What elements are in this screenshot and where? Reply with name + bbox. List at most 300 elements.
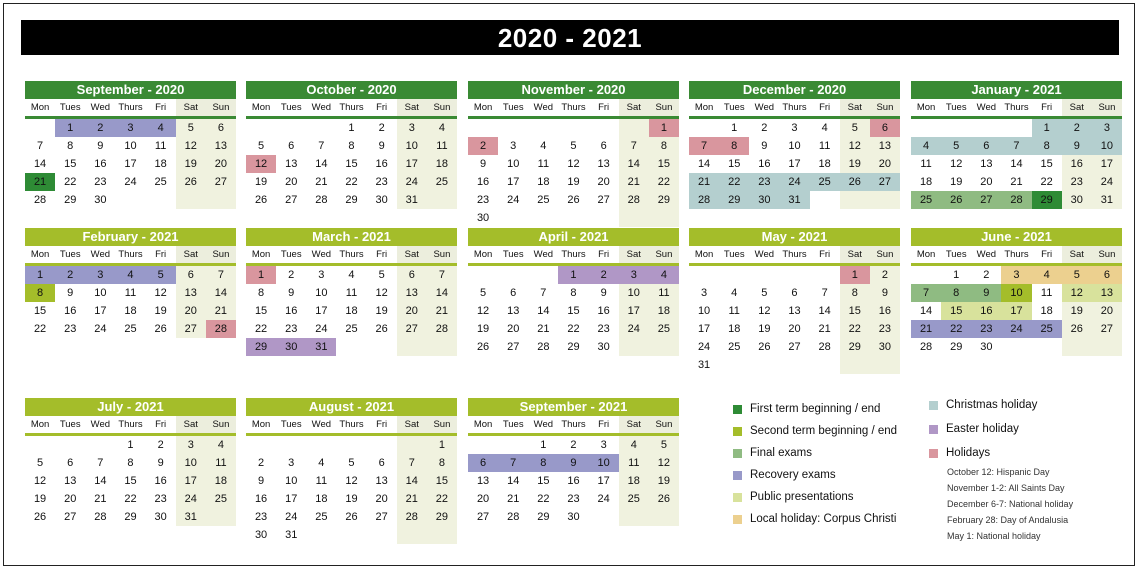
empty-cell: [1092, 338, 1122, 356]
weekday-label: Sun: [1092, 99, 1122, 116]
day-cell: 19: [345, 493, 358, 505]
day-cell: 11: [728, 305, 740, 317]
legend-swatch: [733, 493, 742, 502]
day-cell: 26: [941, 191, 971, 209]
day-cell: 12: [1062, 284, 1092, 302]
legend-item-local: [733, 508, 897, 530]
empty-cell: [115, 191, 145, 209]
day-cell: 20: [206, 155, 236, 173]
day-cell: 27: [788, 341, 801, 353]
day-cell: 26: [254, 194, 268, 206]
weekday-header: [689, 99, 900, 116]
day-cell: 9: [157, 457, 164, 469]
day-cell: 19: [33, 493, 47, 505]
weekday-label: Mon: [473, 419, 493, 430]
day-cell: 16: [254, 493, 268, 505]
weekday-label: Sun: [649, 99, 679, 116]
day-cell: 14: [919, 305, 933, 317]
day-cell: 7: [911, 284, 941, 302]
day-cell: 12: [176, 137, 206, 155]
day-cell: 9: [67, 287, 74, 299]
empty-cell: [367, 436, 397, 454]
day-cell: 16: [870, 302, 900, 320]
day-cell: 27: [285, 194, 298, 206]
day-cell: 28: [206, 320, 236, 338]
day-cell: 8: [941, 284, 971, 302]
weekday-label: Sun: [206, 416, 236, 433]
day-cell: 31: [176, 508, 206, 526]
weekday-header: [246, 246, 457, 263]
day-cell: 11: [920, 158, 932, 170]
empty-cell: [1032, 338, 1062, 356]
day-cell: 22: [719, 173, 749, 191]
day-cell: 20: [980, 176, 993, 188]
empty-cell: [749, 356, 779, 374]
day-cell: 20: [870, 155, 900, 173]
day-cell: 4: [318, 457, 325, 469]
day-cell: 2: [378, 122, 385, 134]
weekday-label: Wed: [976, 249, 997, 260]
day-cell: 28: [919, 341, 933, 353]
legend-item-term1: [733, 398, 897, 420]
empty-cell: [810, 191, 840, 209]
day-cell: 21: [619, 173, 649, 191]
empty-cell: [558, 119, 588, 137]
day-cell: 23: [749, 173, 779, 191]
day-grid: [25, 119, 236, 209]
weekday-label: Tues: [280, 419, 302, 430]
legend-swatch: [929, 425, 938, 434]
day-cell: 5: [840, 119, 870, 137]
day-cell: 24: [1092, 173, 1122, 191]
day-cell: 10: [94, 287, 107, 299]
day-cell: 22: [941, 320, 971, 338]
weekday-header: [689, 246, 900, 263]
weekday-header: [25, 246, 236, 263]
empty-cell: [367, 526, 397, 544]
weekday-label: Tues: [945, 249, 967, 260]
day-cell: 12: [567, 158, 580, 170]
empty-cell: [558, 209, 588, 227]
day-cell: 13: [64, 475, 77, 487]
day-cell: 13: [476, 475, 490, 487]
day-cell: 2: [288, 269, 295, 281]
empty-cell: [1062, 338, 1092, 356]
weekday-label: Tues: [280, 102, 302, 113]
day-cell: 23: [1062, 173, 1092, 191]
note-item: February 28: Day of Andalusia: [947, 515, 1069, 525]
empty-cell: [468, 436, 498, 454]
weekday-label: Fri: [155, 419, 167, 430]
day-cell: 4: [115, 266, 145, 284]
day-cell: 14: [315, 158, 328, 170]
legend-item-final: [733, 442, 897, 464]
day-cell: 3: [85, 266, 115, 284]
day-cell: 11: [154, 140, 167, 152]
day-cell: 3: [701, 287, 708, 299]
day-cell: 26: [345, 511, 358, 523]
day-cell: 31: [779, 191, 809, 209]
day-cell: 20: [375, 493, 388, 505]
day-cell: 1: [348, 122, 355, 134]
day-cell: 4: [731, 287, 738, 299]
day-cell: 4: [1032, 266, 1062, 284]
day-cell: 9: [378, 140, 385, 152]
day-cell: 14: [206, 284, 236, 302]
empty-cell: [870, 191, 900, 209]
day-cell: 28: [507, 511, 520, 523]
day-cell: 25: [154, 176, 167, 188]
day-cell: 17: [1092, 155, 1122, 173]
day-cell: 6: [397, 266, 427, 284]
empty-cell: [810, 266, 840, 284]
day-cell: 30: [154, 511, 167, 523]
weekday-label: Mon: [694, 102, 714, 113]
day-cell: 5: [348, 457, 355, 469]
day-cell: 6: [176, 266, 206, 284]
day-cell: 24: [697, 341, 711, 353]
empty-cell: [427, 526, 457, 544]
day-cell: 28: [619, 191, 649, 209]
day-cell: 1: [246, 266, 276, 284]
empty-cell: [589, 119, 619, 137]
legend-label: First term beginning / end: [750, 403, 881, 415]
day-cell: 5: [37, 457, 44, 469]
empty-cell: [306, 436, 336, 454]
weekday-label: Sat: [397, 246, 427, 263]
day-cell: 16: [1062, 155, 1092, 173]
day-cell: 13: [788, 305, 801, 317]
day-cell: 4: [619, 436, 649, 454]
day-cell: 10: [285, 475, 298, 487]
day-cell: 27: [507, 341, 520, 353]
weekday-label: Sun: [1092, 246, 1122, 263]
day-cell: 1: [731, 122, 738, 134]
weekday-label: Fri: [598, 249, 610, 260]
day-cell: 12: [758, 305, 771, 317]
day-grid: [25, 436, 236, 526]
weekday-label: Mon: [251, 102, 271, 113]
day-cell: 28: [427, 320, 457, 338]
weekday-label: Sat: [619, 416, 649, 433]
day-cell: 4: [206, 436, 236, 454]
legend-item-term2: [733, 420, 897, 442]
legend-left: [733, 398, 897, 530]
day-cell: 26: [567, 194, 580, 206]
day-cell: 21: [689, 173, 719, 191]
month-7: [468, 228, 679, 356]
weekday-label: Sun: [427, 99, 457, 116]
empty-cell: [276, 119, 306, 137]
day-cell: 13: [507, 305, 520, 317]
weekday-label: Sat: [397, 99, 427, 116]
day-cell: 28: [537, 341, 550, 353]
day-cell: 21: [1010, 176, 1023, 188]
day-cell: 5: [761, 287, 768, 299]
day-cell: 9: [971, 284, 1001, 302]
day-cell: 11: [206, 454, 236, 472]
day-cell: 12: [950, 158, 963, 170]
day-cell: 28: [315, 194, 328, 206]
day-cell: 11: [124, 287, 137, 299]
empty-cell: [246, 436, 276, 454]
day-cell: 23: [870, 320, 900, 338]
weekday-label: Mon: [916, 249, 936, 260]
day-cell: 30: [749, 191, 779, 209]
empty-cell: [810, 356, 840, 374]
weekday-label: Wed: [90, 419, 111, 430]
day-grid: [911, 119, 1122, 209]
day-cell: 6: [288, 140, 295, 152]
day-cell: 27: [375, 511, 388, 523]
day-cell: 17: [507, 176, 520, 188]
legend-swatch: [733, 405, 742, 414]
day-cell: 9: [870, 284, 900, 302]
day-cell: 30: [375, 194, 388, 206]
weekday-label: Mon: [30, 102, 50, 113]
day-cell: 17: [1001, 302, 1031, 320]
day-cell: 13: [176, 284, 206, 302]
month-2: [468, 81, 679, 227]
weekday-label: Sat: [1062, 246, 1092, 263]
weekday-label: Sun: [427, 246, 457, 263]
day-cell: 29: [950, 341, 963, 353]
month-3: [689, 81, 900, 209]
day-cell: 8: [570, 287, 577, 299]
day-cell: 22: [537, 493, 550, 505]
day-cell: 2: [570, 439, 577, 451]
empty-cell: [779, 356, 809, 374]
day-cell: 24: [397, 173, 427, 191]
legend-item-public: [733, 486, 897, 508]
day-cell: 27: [397, 320, 427, 338]
day-cell: 27: [206, 173, 236, 191]
day-cell: 29: [840, 338, 870, 356]
day-cell: 2: [589, 266, 619, 284]
day-cell: 10: [507, 158, 520, 170]
day-cell: 18: [649, 302, 679, 320]
empty-cell: [397, 436, 427, 454]
day-cell: 1: [558, 266, 588, 284]
day-grid: [689, 266, 900, 374]
day-cell: 25: [427, 173, 457, 191]
day-cell: 18: [315, 493, 328, 505]
day-cell: 24: [315, 323, 328, 335]
day-cell: 29: [345, 194, 358, 206]
month-title: January - 2021: [911, 81, 1122, 99]
month-9: [911, 228, 1122, 356]
day-cell: 30: [476, 212, 490, 224]
day-cell: 19: [840, 155, 870, 173]
day-cell: 12: [33, 475, 47, 487]
note-item: May 1: National holiday: [947, 531, 1041, 541]
day-cell: 8: [258, 287, 265, 299]
empty-cell: [689, 266, 719, 284]
day-cell: 18: [537, 176, 550, 188]
day-cell: 17: [597, 475, 610, 487]
empty-cell: [719, 356, 749, 374]
day-cell: 22: [427, 490, 457, 508]
empty-cell: [427, 191, 457, 209]
day-cell: 7: [821, 287, 828, 299]
day-cell: 4: [427, 119, 457, 137]
day-cell: 18: [124, 305, 137, 317]
day-cell: 17: [697, 323, 711, 335]
empty-cell: [649, 508, 679, 526]
empty-cell: [911, 119, 941, 137]
legend-item-christmas: [929, 393, 1037, 417]
month-title: February - 2021: [25, 228, 236, 246]
day-cell: 18: [818, 158, 831, 170]
day-cell: 2: [468, 137, 498, 155]
day-cell: 18: [206, 472, 236, 490]
day-cell: 9: [600, 287, 607, 299]
weekday-label: Tues: [945, 102, 967, 113]
month-title: June - 2021: [911, 228, 1122, 246]
day-cell: 3: [1001, 266, 1031, 284]
day-grid: [246, 119, 457, 209]
empty-cell: [619, 119, 649, 137]
day-cell: 5: [1062, 266, 1092, 284]
day-cell: 7: [318, 140, 325, 152]
day-cell: 11: [345, 287, 358, 299]
weekday-label: Fri: [155, 249, 167, 260]
day-cell: 6: [378, 457, 385, 469]
day-cell: 21: [25, 173, 55, 191]
empty-cell: [306, 526, 336, 544]
day-cell: 14: [427, 284, 457, 302]
day-cell: 19: [154, 305, 167, 317]
weekday-label: Sat: [397, 416, 427, 433]
day-cell: 21: [818, 323, 831, 335]
weekday-label: Sat: [619, 246, 649, 263]
day-cell: 28: [689, 191, 719, 209]
day-cell: 25: [810, 173, 840, 191]
day-cell: 27: [971, 191, 1001, 209]
day-cell: 29: [719, 191, 749, 209]
day-cell: 24: [779, 173, 809, 191]
empty-cell: [25, 119, 55, 137]
day-cell: 12: [375, 287, 388, 299]
day-cell: 15: [345, 158, 358, 170]
day-cell: 16: [567, 475, 580, 487]
legend-swatch: [733, 471, 742, 480]
day-cell: 13: [980, 158, 993, 170]
day-cell: 15: [649, 155, 679, 173]
day-cell: 15: [427, 472, 457, 490]
empty-cell: [85, 436, 115, 454]
weekday-label: Mon: [251, 249, 271, 260]
weekday-label: Wed: [90, 102, 111, 113]
day-cell: 20: [397, 302, 427, 320]
empty-cell: [367, 338, 397, 356]
day-cell: 6: [67, 457, 74, 469]
empty-cell: [246, 119, 276, 137]
day-cell: 4: [540, 140, 547, 152]
weekday-label: Mon: [30, 249, 50, 260]
empty-cell: [498, 119, 528, 137]
day-cell: 18: [728, 323, 741, 335]
day-cell: 5: [378, 269, 385, 281]
empty-cell: [941, 119, 971, 137]
day-cell: 11: [649, 284, 679, 302]
day-cell: 27: [176, 320, 206, 338]
day-cell: 21: [315, 176, 328, 188]
weekday-header: [911, 99, 1122, 116]
empty-cell: [589, 508, 619, 526]
day-cell: 6: [510, 287, 517, 299]
day-cell: 17: [315, 305, 328, 317]
day-cell: 3: [791, 122, 798, 134]
day-cell: 8: [348, 140, 355, 152]
weekday-label: Sat: [176, 416, 206, 433]
day-cell: 21: [397, 490, 427, 508]
day-cell: 26: [33, 511, 47, 523]
day-cell: 1: [540, 439, 547, 451]
day-cell: 13: [597, 158, 610, 170]
weekday-label: Thurs: [339, 102, 364, 113]
day-cell: 22: [1040, 176, 1053, 188]
day-cell: 13: [1092, 284, 1122, 302]
weekday-label: Wed: [754, 102, 775, 113]
day-cell: 15: [941, 302, 971, 320]
empty-cell: [840, 356, 870, 374]
day-cell: 16: [375, 158, 388, 170]
weekday-label: Tues: [59, 419, 81, 430]
day-cell: 2: [258, 457, 265, 469]
empty-cell: [719, 266, 749, 284]
day-cell: 2: [983, 269, 990, 281]
weekday-label: Sun: [206, 246, 236, 263]
day-cell: 25: [649, 320, 679, 338]
day-grid: [246, 266, 457, 356]
day-cell: 15: [124, 475, 137, 487]
weekday-label: Wed: [533, 102, 554, 113]
day-cell: 18: [619, 472, 649, 490]
day-cell: 29: [537, 511, 550, 523]
day-cell: 15: [254, 305, 268, 317]
weekday-label: Sun: [870, 99, 900, 116]
weekday-label: Mon: [473, 102, 493, 113]
weekday-label: Thurs: [1004, 102, 1029, 113]
day-cell: 15: [840, 302, 870, 320]
day-cell: 5: [649, 436, 679, 454]
day-cell: 19: [1062, 302, 1092, 320]
empty-cell: [25, 436, 55, 454]
legend-label: Public presentations: [750, 491, 854, 503]
legend-item-easter: [929, 417, 1037, 441]
day-cell: 3: [600, 439, 607, 451]
day-cell: 4: [821, 122, 828, 134]
day-cell: 14: [697, 158, 711, 170]
day-cell: 12: [345, 475, 358, 487]
day-cell: 17: [285, 493, 298, 505]
day-cell: 4: [911, 137, 941, 155]
day-cell: 8: [1032, 137, 1062, 155]
day-cell: 15: [33, 305, 47, 317]
empty-cell: [749, 266, 779, 284]
day-grid: [911, 266, 1122, 356]
day-cell: 28: [33, 194, 47, 206]
day-cell: 7: [206, 266, 236, 284]
day-cell: 15: [537, 475, 550, 487]
day-cell: 21: [911, 320, 941, 338]
page-title: 2020 - 2021: [21, 20, 1119, 55]
empty-cell: [528, 119, 558, 137]
day-cell: 16: [285, 305, 298, 317]
day-cell: 20: [597, 176, 610, 188]
day-cell: 25: [911, 191, 941, 209]
